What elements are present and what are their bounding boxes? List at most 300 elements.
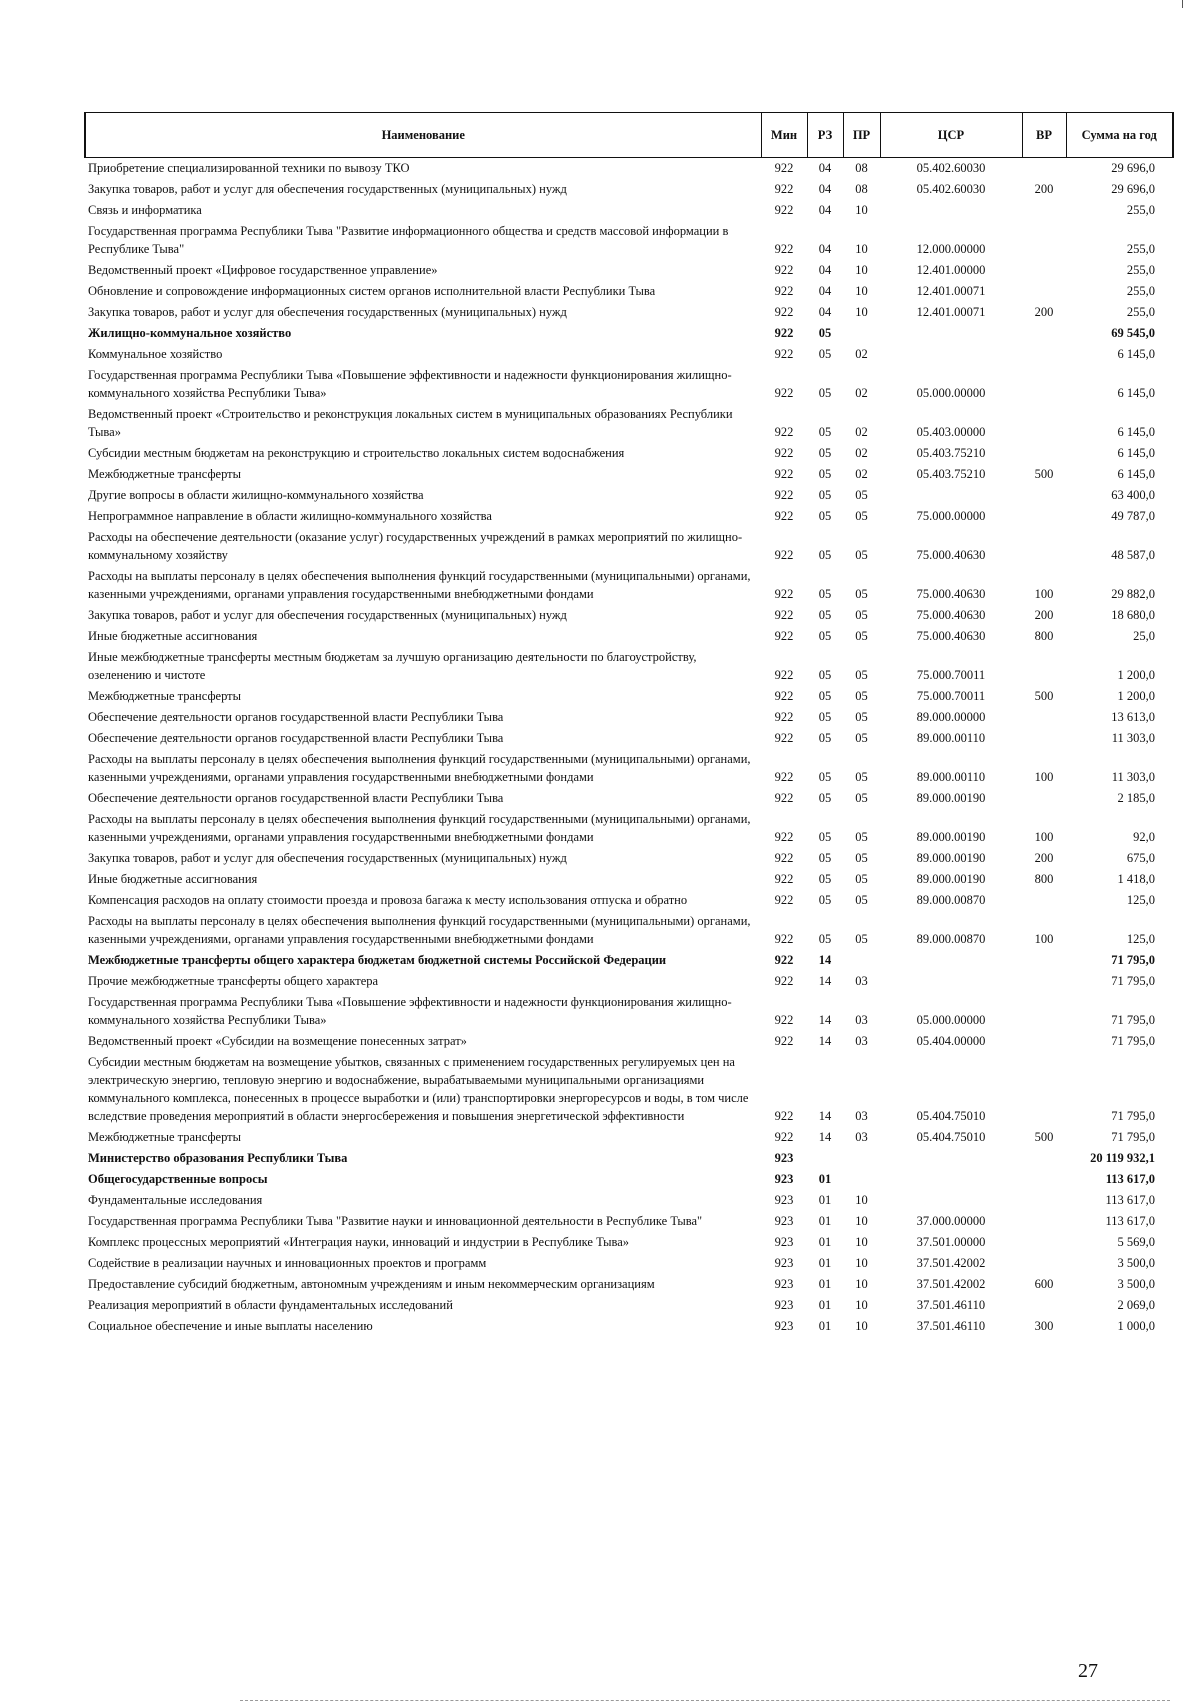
cell-vr [1022,506,1066,527]
cell-min: 923 [774,1172,794,1186]
cell-pr: 05 [855,872,868,886]
cell-sum: 69 545,0 [1111,326,1155,340]
table-row [85,344,1173,365]
table-row [85,626,1173,647]
cell-pr: 05 [855,932,868,946]
cell-min: 923 [774,1298,794,1312]
cell-min: 922 [774,326,794,340]
cell-vr: 100 [1034,932,1054,946]
header-name: Наименование [85,113,761,158]
table-row [85,911,1173,950]
table-row [85,1295,1173,1316]
cell-sum: 2 185,0 [1117,791,1155,805]
cell-min: 922 [774,710,794,724]
cell-name: Фундаментальные исследования [88,1193,263,1207]
cell-pr: 10 [855,263,868,277]
table-row [85,365,1173,404]
cell-vr [1022,788,1066,809]
cell-min: 922 [774,791,794,805]
cell-csr: 12.000.00000 [916,242,986,256]
cell-sum: 3 500,0 [1117,1277,1155,1291]
cell-rz: 14 [818,1109,832,1123]
cell-csr: 89.000.00190 [916,830,986,844]
cell-rz: 04 [818,305,832,319]
cell-min: 922 [774,974,794,988]
cell-rz: 01 [818,1256,832,1270]
table-row [85,566,1173,605]
cell-csr: 37.501.42002 [916,1277,986,1291]
cell-rz: 04 [818,161,832,175]
cell-csr: 75.000.40630 [916,587,986,601]
cell-sum: 63 400,0 [1111,488,1155,502]
cell-vr [1022,992,1066,1031]
cell-sum: 255,0 [1126,203,1155,217]
cell-csr: 12.401.00000 [916,263,986,277]
cell-vr: 100 [1034,770,1054,784]
page-number: 27 [1078,1660,1098,1682]
cell-pr: 02 [855,446,868,460]
cell-pr: 02 [855,386,868,400]
cell-csr: 05.402.60030 [916,182,986,196]
cell-sum: 6 145,0 [1117,425,1155,439]
cell-csr [880,200,1022,221]
cell-vr: 600 [1034,1277,1054,1291]
cell-pr: 10 [855,1277,868,1291]
cell-min: 922 [774,1013,794,1027]
cell-csr: 05.404.75010 [916,1109,986,1123]
cell-vr: 200 [1034,608,1054,622]
cell-pr: 05 [855,893,868,907]
cell-min: 922 [774,305,794,319]
cell-name: Закупка товаров, работ и услуг для обеспечения государственных (муниципальных) нужд [88,851,567,865]
cell-name: Ведомственный проект «Цифровое государственное управление» [88,263,438,277]
cell-rz: 14 [818,953,832,967]
cell-sum: 48 587,0 [1111,548,1155,562]
cell-csr: 37.501.42002 [916,1256,986,1270]
cell-vr [1022,260,1066,281]
cell-name: Государственная программа Республики Тыва "Развитие науки и инновационной деятельности в Республике Тыва" [88,1214,703,1228]
cell-rz: 05 [818,872,832,886]
cell-pr: 05 [855,668,868,682]
cell-min: 922 [774,851,794,865]
cell-rz: 05 [818,629,832,643]
table-row [85,443,1173,464]
cell-rz: 05 [818,326,832,340]
cell-rz: 14 [818,974,832,988]
cell-pr: 03 [855,1034,868,1048]
cell-vr: 800 [1034,872,1054,886]
cell-rz: 04 [818,203,832,217]
cell-rz: 05 [818,731,832,745]
cell-sum: 125,0 [1126,893,1155,907]
cell-rz: 05 [818,386,832,400]
cell-name: Коммунальное хозяйство [88,347,223,361]
cell-name: Субсидии местным бюджетам на реконструкцию и строительство локальных систем водоснабжения [88,446,625,460]
cell-vr [1022,1190,1066,1211]
table-row [85,404,1173,443]
cell-csr: 05.404.75010 [916,1130,986,1144]
cell-vr [1022,1232,1066,1253]
table-row [85,281,1173,302]
cell-vr [1022,404,1066,443]
table-row [85,158,1173,180]
cell-min: 922 [774,830,794,844]
cell-name: Социальное обеспечение и иные выплаты населению [88,1319,373,1333]
cell-rz: 05 [818,509,832,523]
cell-name: Предоставление субсидий бюджетным, автономным учреждениям и иным некоммерческим организациям [88,1277,655,1291]
budget-table-container [84,112,1172,1337]
cell-rz: 01 [818,1235,832,1249]
cell-sum: 255,0 [1126,284,1155,298]
scan-corner-mark [1182,0,1183,8]
cell-name: Приобретение специализированной техники по вывозу ТКО [88,161,410,175]
cell-sum: 20 119 932,1 [1090,1151,1155,1165]
table-row [85,485,1173,506]
cell-rz: 14 [818,1034,832,1048]
cell-sum: 6 145,0 [1117,347,1155,361]
cell-rz: 01 [818,1277,832,1291]
cell-csr: 05.404.00000 [916,1034,986,1048]
cell-pr: 03 [855,974,868,988]
cell-sum: 11 303,0 [1111,770,1155,784]
cell-rz: 05 [818,668,832,682]
cell-rz: 05 [818,851,832,865]
cell-sum: 6 145,0 [1117,467,1155,481]
cell-min: 922 [774,770,794,784]
cell-sum: 1 000,0 [1117,1319,1155,1333]
cell-min: 923 [774,1256,794,1270]
cell-vr [1022,1211,1066,1232]
cell-name: Жилищно-коммунальное хозяйство [88,326,292,340]
cell-vr: 300 [1034,1319,1054,1333]
cell-rz: 05 [818,830,832,844]
table-row [85,506,1173,527]
cell-csr: 75.000.40630 [916,608,986,622]
cell-name: Расходы на обеспечение деятельности (оказание услуг) государственных учреждений в рамках мероприятий по жилищно-коммунальному хозяйству [88,530,743,562]
cell-csr [880,1148,1022,1169]
cell-csr: 37.000.00000 [916,1214,986,1228]
table-row [85,647,1173,686]
cell-rz: 05 [818,932,832,946]
table-row [85,1169,1173,1190]
table-row [85,869,1173,890]
cell-pr: 05 [855,770,868,784]
cell-pr: 05 [855,509,868,523]
cell-sum: 71 795,0 [1111,1034,1155,1048]
cell-min: 923 [774,1214,794,1228]
cell-rz: 05 [818,467,832,481]
cell-min: 922 [774,446,794,460]
cell-rz: 05 [818,710,832,724]
cell-min: 922 [774,608,794,622]
cell-csr: 75.000.40630 [916,548,986,562]
cell-pr: 02 [855,467,868,481]
table-row [85,788,1173,809]
cell-csr: 75.000.70011 [916,689,986,703]
cell-pr: 10 [855,1256,868,1270]
cell-pr: 10 [855,1214,868,1228]
cell-csr: 05.403.00000 [916,425,986,439]
cell-vr [1022,365,1066,404]
cell-rz [807,1148,843,1169]
table-row [85,1232,1173,1253]
cell-rz: 05 [818,608,832,622]
cell-rz: 04 [818,182,832,196]
cell-vr [1022,221,1066,260]
table-row [85,1031,1173,1052]
header-csr: ЦСР [880,113,1022,158]
cell-sum: 6 145,0 [1117,386,1155,400]
cell-min: 922 [774,1130,794,1144]
cell-vr [1022,1169,1066,1190]
cell-min: 923 [774,1319,794,1333]
cell-csr: 89.000.00870 [916,932,986,946]
cell-rz: 01 [818,1319,832,1333]
cell-min: 922 [774,629,794,643]
table-row [85,1148,1173,1169]
cell-pr [843,950,880,971]
cell-csr: 05.403.75210 [916,467,986,481]
cell-min: 923 [774,1235,794,1249]
cell-rz: 05 [818,770,832,784]
table-row [85,605,1173,626]
cell-rz: 05 [818,893,832,907]
table-row [85,992,1173,1031]
cell-name: Закупка товаров, работ и услуг для обеспечения государственных (муниципальных) нужд [88,182,567,196]
cell-min: 922 [774,425,794,439]
cell-min: 922 [774,182,794,196]
cell-rz: 05 [818,791,832,805]
header-min: Мин [761,113,807,158]
cell-pr: 05 [855,608,868,622]
cell-min: 922 [774,161,794,175]
cell-min: 922 [774,689,794,703]
cell-rz: 01 [818,1193,832,1207]
cell-vr [1022,728,1066,749]
cell-csr: 75.000.00000 [916,509,986,523]
cell-min: 922 [774,893,794,907]
table-header-row [85,113,1173,158]
cell-name: Государственная программа Республики Тыва «Повышение эффективности и надежности функционирования жилищно-коммунального хозяйства Республики Тыва» [88,995,732,1027]
table-row [85,728,1173,749]
budget-table [84,112,1174,1337]
scan-bottom-line [240,1700,1170,1701]
cell-csr: 89.000.00110 [916,731,986,745]
cell-min: 922 [774,1109,794,1123]
cell-csr [880,485,1022,506]
cell-sum: 29 882,0 [1111,587,1155,601]
cell-rz: 04 [818,284,832,298]
cell-pr: 10 [855,1235,868,1249]
cell-name: Расходы на выплаты персоналу в целях обеспечения выполнения функций государственными (муниципальными) органами, казенными учреждениями, органами управления государственными внебюджетными фондами [88,812,751,844]
cell-sum: 255,0 [1126,242,1155,256]
cell-min: 922 [774,587,794,601]
cell-vr [1022,647,1066,686]
table-row [85,1211,1173,1232]
cell-sum: 18 680,0 [1111,608,1155,622]
cell-sum: 255,0 [1126,305,1155,319]
cell-csr: 12.401.00071 [916,305,986,319]
cell-min: 923 [774,1151,794,1165]
table-row [85,1190,1173,1211]
cell-csr: 75.000.70011 [916,668,986,682]
table-row [85,302,1173,323]
cell-csr [880,1169,1022,1190]
cell-pr: 03 [855,1109,868,1123]
cell-name: Иные бюджетные ассигнования [88,629,258,643]
cell-csr: 89.000.00190 [916,851,986,865]
cell-pr: 05 [855,830,868,844]
cell-rz: 05 [818,425,832,439]
cell-rz: 05 [818,347,832,361]
cell-min: 922 [774,263,794,277]
cell-pr: 05 [855,851,868,865]
cell-csr: 05.402.60030 [916,161,986,175]
cell-pr: 10 [855,242,868,256]
cell-csr: 89.000.00000 [916,710,986,724]
cell-name: Ведомственный проект «Субсидии на возмещение понесенных затрат» [88,1034,467,1048]
table-row [85,1316,1173,1337]
cell-sum: 29 696,0 [1111,161,1155,175]
cell-vr: 100 [1034,587,1054,601]
cell-name: Министерство образования Республики Тыва [88,1151,348,1165]
cell-vr [1022,890,1066,911]
cell-sum: 25,0 [1133,629,1155,643]
cell-pr: 02 [855,347,868,361]
cell-sum: 29 696,0 [1111,182,1155,196]
cell-name: Закупка товаров, работ и услуг для обеспечения государственных (муниципальных) нужд [88,305,567,319]
cell-name: Содействие в реализации научных и инновационных проектов и программ [88,1256,487,1270]
cell-pr: 05 [855,710,868,724]
cell-min: 922 [774,872,794,886]
cell-pr: 10 [855,203,868,217]
cell-min: 922 [774,284,794,298]
header-vr: ВР [1022,113,1066,158]
cell-sum: 255,0 [1126,263,1155,277]
cell-name: Прочие межбюджетные трансферты общего характера [88,974,379,988]
table-row [85,707,1173,728]
cell-rz: 01 [818,1298,832,1312]
cell-min: 923 [774,1193,794,1207]
table-row [85,527,1173,566]
cell-pr: 05 [855,629,868,643]
cell-pr: 08 [855,161,868,175]
table-body [85,158,1173,1338]
cell-name: Расходы на выплаты персоналу в целях обеспечения выполнения функций государственными (муниципальными) органами, казенными учреждениями, органами управления государственными внебюджетными фондами [88,752,751,784]
cell-vr [1022,1295,1066,1316]
cell-name: Расходы на выплаты персоналу в целях обеспечения выполнения функций государственными (муниципальными) органами, казенными учреждениями, органами управления государственными внебюджетными фондами [88,914,751,946]
cell-vr: 500 [1034,1130,1054,1144]
cell-name: Комплекс процессных мероприятий «Интеграция науки, инноваций и индустрии в Республике Тыва» [88,1235,630,1249]
cell-name: Межбюджетные трансферты [88,467,242,481]
cell-sum: 13 613,0 [1111,710,1155,724]
cell-vr: 100 [1034,830,1054,844]
header-rz: РЗ [807,113,843,158]
cell-csr [880,971,1022,992]
cell-csr: 89.000.00190 [916,791,986,805]
cell-name: Межбюджетные трансферты общего характера бюджетам бюджетной системы Российской Федерации [88,953,667,967]
table-row [85,971,1173,992]
cell-name: Другие вопросы в области жилищно-коммунального хозяйства [88,488,424,502]
cell-pr: 10 [855,305,868,319]
cell-vr [1022,707,1066,728]
cell-vr: 200 [1034,305,1054,319]
cell-csr: 05.000.00000 [916,386,986,400]
cell-vr [1022,281,1066,302]
cell-sum: 3 500,0 [1117,1256,1155,1270]
cell-csr: 89.000.00870 [916,893,986,907]
cell-rz: 05 [818,587,832,601]
cell-min: 922 [774,668,794,682]
table-row [85,686,1173,707]
cell-pr [843,323,880,344]
cell-pr: 05 [855,548,868,562]
cell-vr [1022,200,1066,221]
cell-min: 922 [774,386,794,400]
cell-sum: 113 617,0 [1105,1172,1155,1186]
cell-name: Ведомственный проект «Строительство и реконструкция локальных систем в муниципальных образованиях Республики Тыва» [88,407,733,439]
cell-name: Межбюджетные трансферты [88,1130,242,1144]
cell-vr [1022,485,1066,506]
table-row [85,1253,1173,1274]
cell-pr: 10 [855,1193,868,1207]
cell-rz: 05 [818,488,832,502]
cell-sum: 71 795,0 [1111,1130,1155,1144]
cell-vr: 500 [1034,689,1054,703]
cell-csr: 05.000.00000 [916,1013,986,1027]
header-sum: Сумма на год [1066,113,1173,158]
cell-rz: 04 [818,263,832,277]
table-row [85,323,1173,344]
cell-sum: 113 617,0 [1105,1214,1155,1228]
table-row [85,890,1173,911]
cell-min: 922 [774,953,794,967]
cell-vr [1022,1052,1066,1127]
cell-vr: 200 [1034,851,1054,865]
cell-csr: 75.000.40630 [916,629,986,643]
cell-min: 922 [774,731,794,745]
cell-min: 922 [774,548,794,562]
cell-sum: 92,0 [1133,830,1155,844]
cell-name: Обеспечение деятельности органов государственной власти Республики Тыва [88,731,504,745]
cell-min: 922 [774,467,794,481]
cell-sum: 71 795,0 [1111,974,1155,988]
cell-rz: 05 [818,446,832,460]
cell-sum: 6 145,0 [1117,446,1155,460]
cell-min: 923 [774,1277,794,1291]
cell-sum: 1 418,0 [1117,872,1155,886]
table-row [85,809,1173,848]
cell-vr [1022,950,1066,971]
cell-name: Межбюджетные трансферты [88,689,242,703]
cell-vr: 800 [1034,629,1054,643]
table-row [85,848,1173,869]
cell-rz: 14 [818,1013,832,1027]
cell-name: Субсидии местным бюджетам на возмещение убытков, связанных с применением государственных регулируемых цен на электрическую энергию, тепловую энергию и водоснабжение, вырабатываемыми муниципальными организациями коммунального комплекса, понесенных в процессе выработки и (или) транспортировки энергоресурсов и воды, в том числе вследствие проведения мероприятий в области энергосбережения и повышения энергетической эффективности [88,1055,749,1123]
table-row [85,464,1173,485]
cell-vr [1022,1253,1066,1274]
cell-pr: 03 [855,1013,868,1027]
table-row [85,260,1173,281]
table-row [85,179,1173,200]
cell-pr: 03 [855,1130,868,1144]
cell-name: Общегосударственные вопросы [88,1172,268,1186]
table-row [85,749,1173,788]
cell-rz: 05 [818,689,832,703]
cell-sum: 71 795,0 [1111,953,1155,967]
cell-sum: 113 617,0 [1105,1193,1155,1207]
cell-name: Расходы на выплаты персоналу в целях обеспечения выполнения функций государственными (муниципальными) органами, казенными учреждениями, органами управления государственными внебюджетными фондами [88,569,751,601]
